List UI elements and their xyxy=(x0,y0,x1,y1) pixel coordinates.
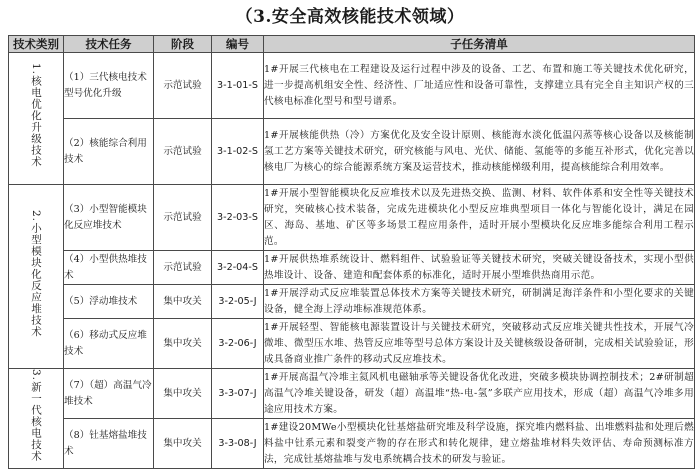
category-label: 1.核电优化升级技术 xyxy=(30,63,42,168)
stage-cell: 集中攻关 xyxy=(154,369,212,419)
code-cell: 3-1-02-S xyxy=(212,119,264,185)
table-row xyxy=(9,185,695,251)
category-label: 2.小型模块化反应堆技术 xyxy=(30,209,42,338)
subtask-cell: 1#开展三代核电在工程建设及运行过程中涉及的设备、工艺、布置和施工等关键技术优化研究，进一步提高机组安全性、经济性、厂址适应性和设备可靠性，支撑建立具有完全自主知识产权的三代核电标准化型号和型号谱系。 xyxy=(264,53,695,119)
task-cell: （1）三代核电技术型号优化升级 xyxy=(64,53,154,119)
category-cell xyxy=(9,369,64,469)
table-row xyxy=(9,251,695,285)
table-row xyxy=(9,319,695,369)
stage-cell: 示范试验 xyxy=(154,119,212,185)
table-row xyxy=(9,369,695,419)
stage-cell: 示范试验 xyxy=(154,185,212,251)
task-cell: （2）核能综合利用技术 xyxy=(64,119,154,185)
code-cell: 3-3-07-J xyxy=(212,369,264,419)
task-cell: （3）小型智能模块化反应堆技术 xyxy=(64,185,154,251)
code-cell: 3-2-03-S xyxy=(212,185,264,251)
stage-cell: 集中攻关 xyxy=(154,419,212,469)
subtask-cell: 1#开展供热堆系统设计、燃料组件、试验验证等关键技术研究，突破关键设备技术，实现小型供热堆设计、设备、建造和配套体系的标准化，适时开展小型堆供热商用示范。 xyxy=(264,251,695,285)
task-cell: （6）移动式反应堆技术 xyxy=(64,319,154,369)
table-row xyxy=(9,419,695,469)
subtask-cell: 1#开展高温气冷堆主氦风机电磁轴承等关键设备优化改进，突破多模块协调控制技术；2#研制超高温气冷堆关键设备，研发（超）高温堆“热-电-氢”多联产应用技术，形成（超）高温气冷堆多用途应用技术方案。 xyxy=(264,369,695,419)
page-title: （3.安全高效核能技术领域） xyxy=(235,7,465,27)
task-cell: （7）（超）高温气冷堆技术 xyxy=(64,369,154,419)
category-cell xyxy=(9,53,64,185)
stage-cell: 示范试验 xyxy=(154,53,212,119)
header-code: 编号 xyxy=(212,36,264,53)
code-cell: 3-3-08-J xyxy=(212,419,264,469)
subtask-cell: 1#建设20MWe小型模块化钍基熔盐研究堆及科学设施，探究堆内燃料盐、出堆燃料盐和处理后燃料盐中钍系元素和裂变产物的存在形式和转化规律，建立熔盐堆材料失效评估、寿命预测标准方法，完成钍基熔盐堆与发电系统耦合技术的研发与验证。 xyxy=(264,419,695,469)
category-label: 3.新一代核电技术 xyxy=(30,369,42,462)
table-row xyxy=(9,53,695,119)
task-cell: （5）浮动堆技术 xyxy=(64,285,154,319)
subtask-cell: 1#开展小型智能模块化反应堆技术以及先进热交换、监测、材料、软件体系和安全性等关键技术研究，突破核心技术装备，完成先进模块化小型反应堆典型项目一体化与智能化设计，满足在园区、海岛、基地、矿区等多场景工程应用条件，适时开展小型模块化反应堆多能综合利用工程示范。 xyxy=(264,185,695,251)
header-category: 技术类别 xyxy=(9,36,64,53)
task-cell: （8）钍基熔盐堆技术 xyxy=(64,419,154,469)
stage-cell: 集中攻关 xyxy=(154,319,212,369)
table-row xyxy=(9,285,695,319)
code-cell: 3-1-01-S xyxy=(212,53,264,119)
tech-task-table xyxy=(8,35,695,469)
code-cell: 3-2-05-J xyxy=(212,285,264,319)
category-cell xyxy=(9,185,64,369)
header-subtask-list: 子任务清单 xyxy=(264,36,695,53)
table-row xyxy=(9,119,695,185)
stage-cell: 集中攻关 xyxy=(154,285,212,319)
header-stage: 阶段 xyxy=(154,36,212,53)
table-header-row xyxy=(9,36,695,53)
stage-cell: 示范试验 xyxy=(154,251,212,285)
subtask-cell: 1#开展浮动式反应堆装置总体技术方案等关键技术研究，研制满足海洋条件和小型化要求的关键设备，健全海上浮动堆标准规范体系。 xyxy=(264,285,695,319)
code-cell: 3-2-06-J xyxy=(212,319,264,369)
subtask-cell: 1#开展核能供热（冷）方案优化及安全设计原则、核能海水淡化低温闪蒸等核心设备以及核能制氢工艺方案等关键技术研究，研究核能与风电、光伏、储能、氢能等的多能互补形式，优化完善以核电厂为核心的综合能源系统方案及运营技术，推动核能梯级利用，提高核能综合利用效率。 xyxy=(264,119,695,185)
subtask-cell: 1#开展轻型、智能核电源装置设计与关键技术研究，突破移动式反应堆关键共性技术，开展气冷微堆、微型压水堆、热管反应堆等型号总体方案设计及关键核级设备研制，完成相关试验验证，形成具备商业推广条件的移动式反应堆技术。 xyxy=(264,319,695,369)
task-cell: （4）小型供热堆技术 xyxy=(64,251,154,285)
header-task: 技术任务 xyxy=(64,36,154,53)
code-cell: 3-2-04-S xyxy=(212,251,264,285)
